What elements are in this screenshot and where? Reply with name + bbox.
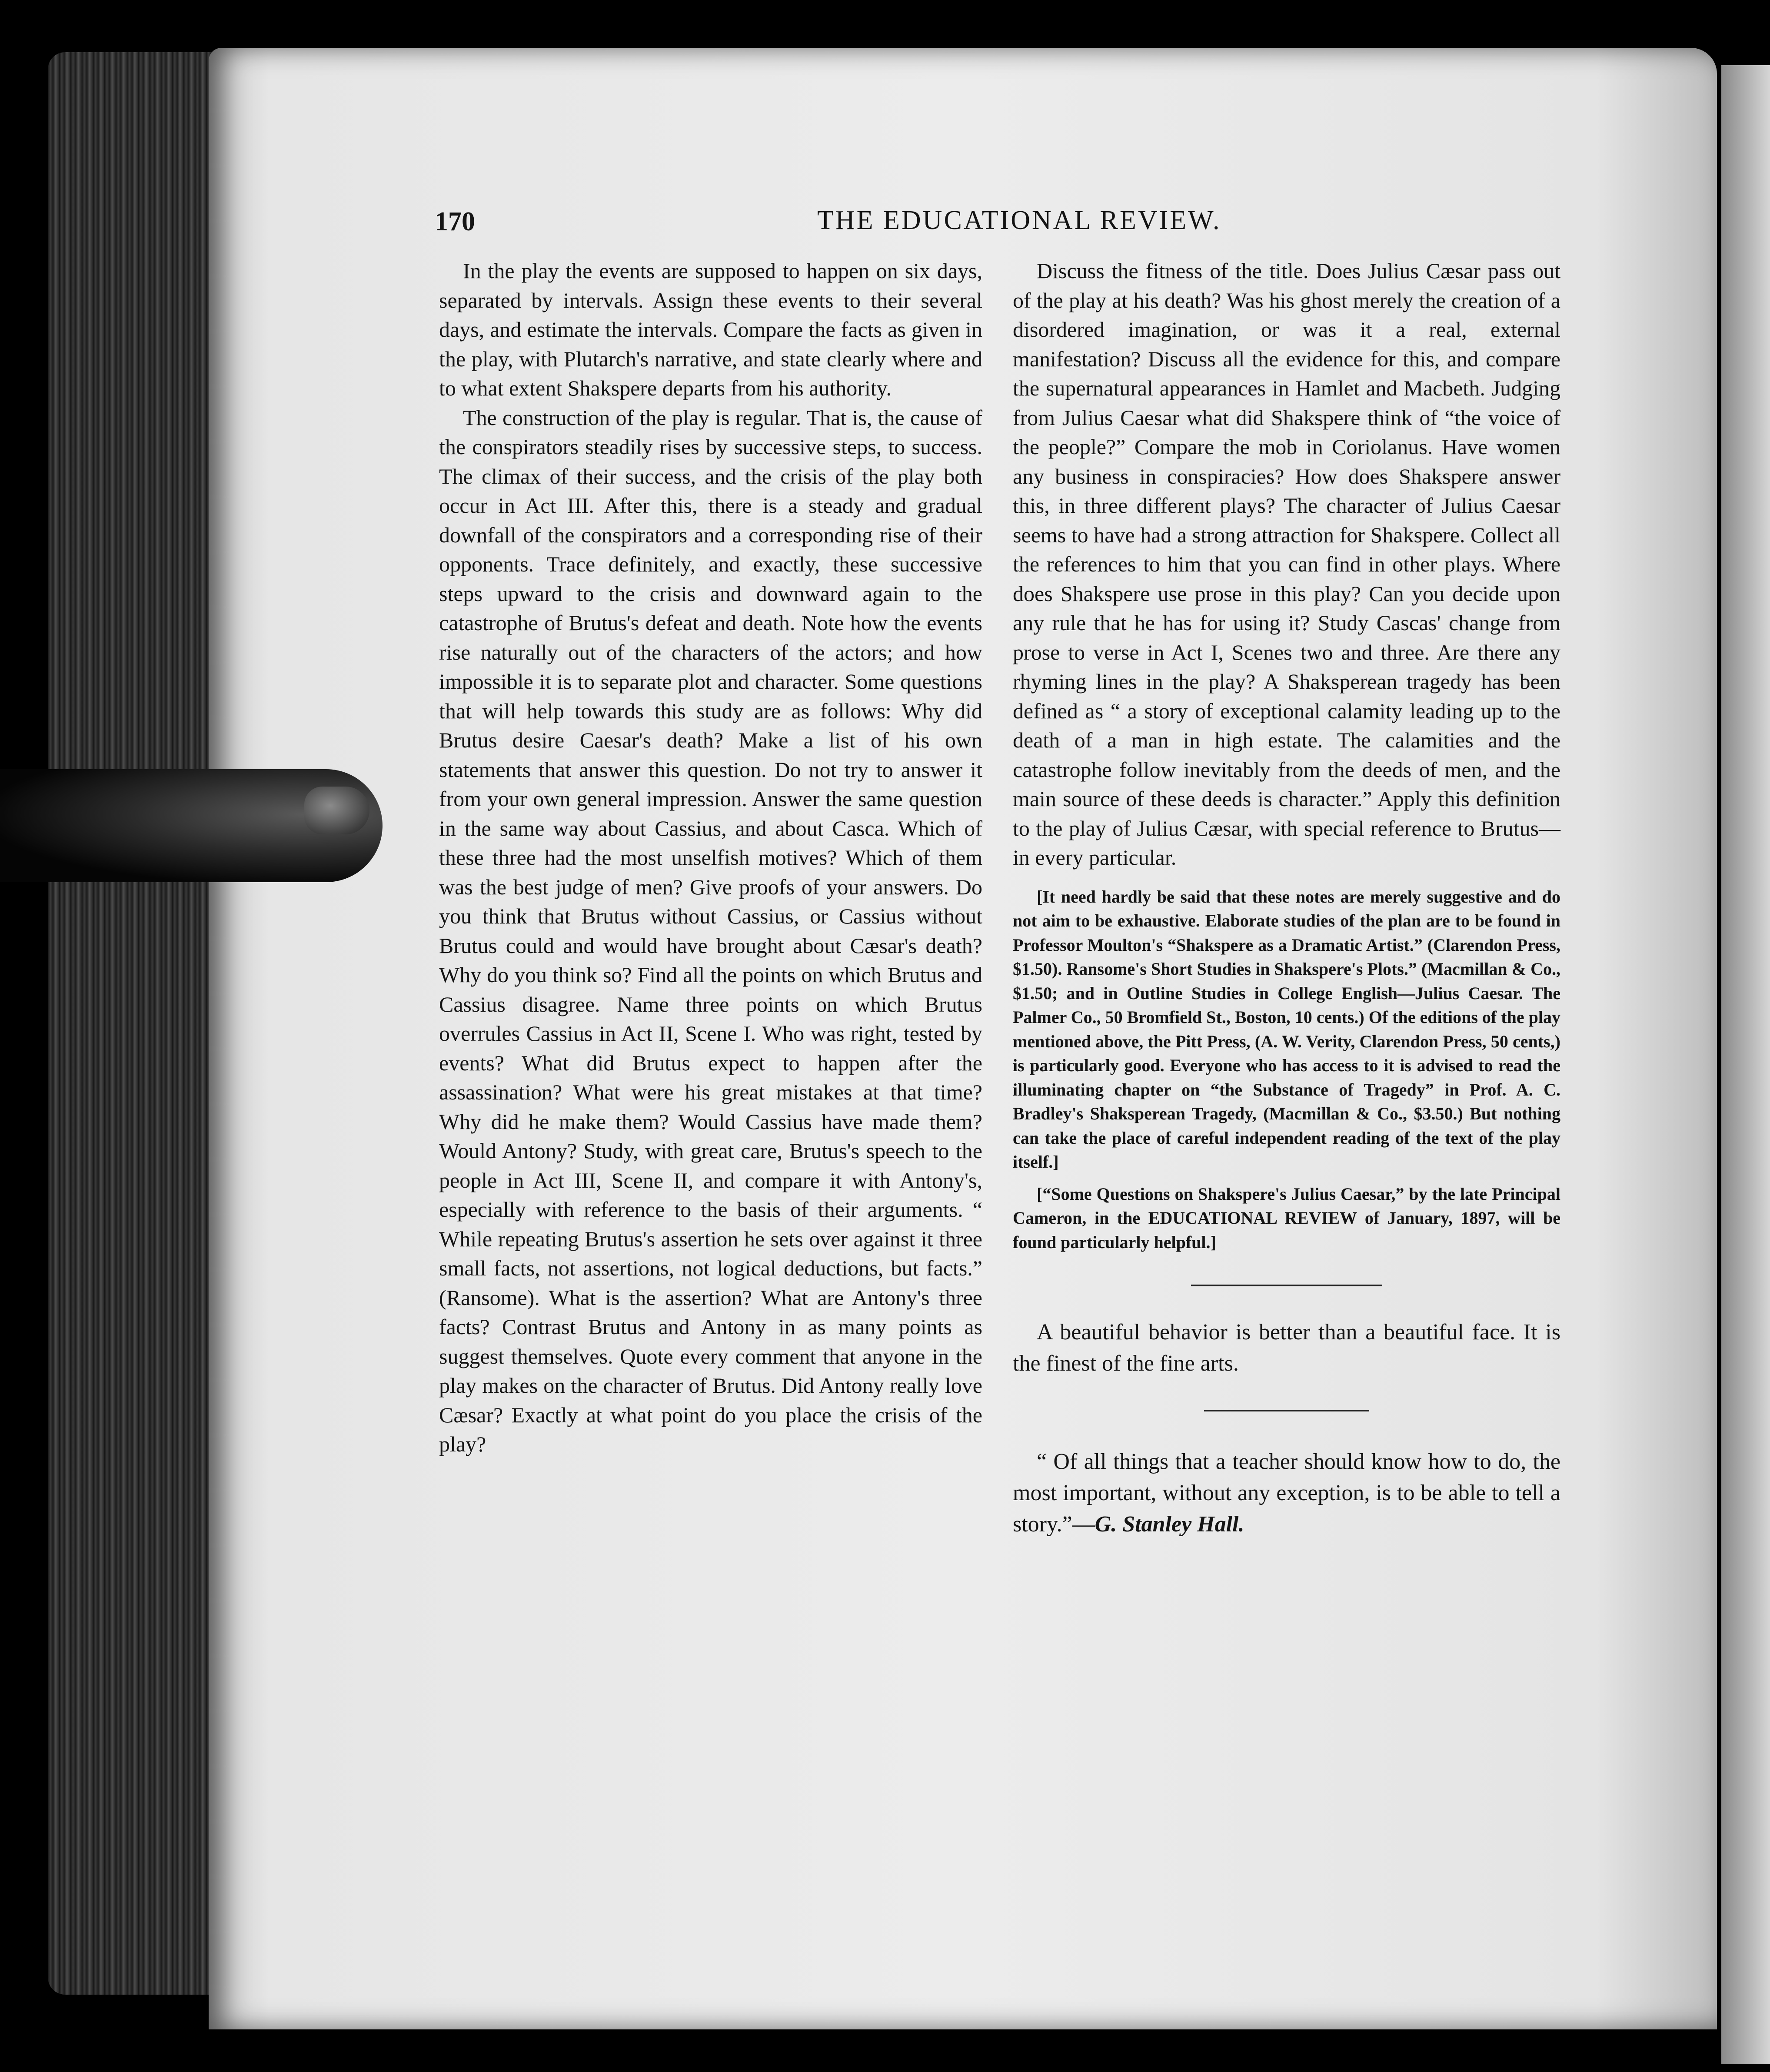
thumbnail-highlight: [304, 787, 369, 834]
quote-text: “ Of all things that a teacher should know how to do, the most important, without any exception, is to be able to tell a story.”—: [1013, 1449, 1560, 1537]
right-paragraph: Discuss the fitness of the title. Does Julius Cæsar pass out of the play at his death? Was his ghost merely the creation of a disordered imagination, or was it a real, external manifestation? Discuss all the evidence for this, and compare the supernatural appearances in Hamlet and Macbeth. Judging from Julius Caesar what did Shakspere think of “the voice of the people?” Compare the mob in Coriolanus. Have women any business in conspiracies? How does Shakspere answer this, in three different plays? The character of Julius Caesar seems to have had a strong attraction for Shakspere. Collect all the references to him that you can find in other plays. Where does Shakspere use prose in this play? Can you decide upon any rule that he has for using it? Study Cascas' change from prose to verse in Act I, Scenes two and three. Are there any rhyming lines in the play? A Shaksperean tragedy has been defined as “ a story of exceptional calamity leading up to the death of a man in high estate. The calamities and the catastrophe follow inevitably from the deeds of men, and the main source of these deeds is character.” Apply this definition to the play of Julius Cæsar, with special reference to Brutus—in every particular.: [1013, 259, 1560, 870]
right-column: [1013, 256, 1560, 1540]
running-head: THE EDUCATIONAL REVIEW.: [817, 206, 1221, 235]
section-divider: [1191, 1285, 1382, 1286]
left-column: [439, 256, 982, 1459]
quote-stanley-hall: [1013, 1446, 1560, 1540]
left-paragraph-2: The construction of the play is regular. That is, the cause of the conspirators steadily rises by successive steps, to success. The climax of their success, and the crisis of the play both occur in Act III. After this, there is a steady and gradual downfall of the conspirators and a corresponding rise of their opponents. Trace definitely, and exactly, these successive steps upward to the crisis and downward again to the catastrophe of Brutus's defeat and death. Note how the events rise naturally out of the characters of the actors; and how impossible it is to separate plot and character. Some questions that will help towards this study are as follows: Why did Brutus desire Caesar's death? Make a list of his own statements that answer this question. Do not try to answer it from your own general impression. Answer the same question in the same way about Cassius, and about Casca. Which of these three had the most unselfish motives? Which of them was the best judge of men? Give proofs of your answers. Do you think that Brutus without Cassius, or Cassius without Brutus could and would have brought about Cæsar's death? Why do you think so? Find all the points on which Brutus and Cassius disagree. Name three points on which Brutus overrules Cassius in Act II, Scene I. Who was right, tested by events? What did Brutus expect to happen after the assassination? What were his great mistakes at that time? Why did he make them? Would Cassius have made them? Would Antony? Study, with great care, Brutus's speech to the people in Act III, Scene II, and compare it with Antony's, especially with reference to the basis of their arguments. “ While repeating Brutus's assertion he sets over against it three small facts, not assertions, not logical deductions, but facts.” (Ransome). What is the assertion? What are Antony's three facts? Contrast Brutus and Antony in as many points as suggest themselves. Quote every comment that anyone in the play makes on the character of Brutus. Did Antony really love Cæsar? Exactly at what point do you place the crisis of the play?: [439, 405, 982, 1456]
quote-author: G. Stanley Hall.: [1095, 1512, 1244, 1537]
bibliography-note: [It need hardly be said that these notes are merely suggestive and do not aim to be exhaustive. Elaborate studies of the plan are to be found in Professor Moulton's “Shakspere as a Dramatic Artist.” (Clarendon Press, $1.50). Ransome's Short Studies in Shakspere's Plots.” (Macmillan & Co., $1.50; and in Outline Studies in College English—Julius Caesar. The Palmer Co., 50 Bromfield St., Boston, 10 cents.) Of the editions of the play mentioned above, the Pitt Press, (A. W. Verity, Clarendon Press, 50 cents,) is particularly good. Everyone who has access to it is advised to read the illuminating chapter on “the Substance of Tragedy” in Prof. A. C. Bradley's Shaksperean Tragedy, (Macmillan & Co., $3.50.) But nothing can take the place of careful independent reading of the text of the play itself.]: [1013, 887, 1560, 1172]
quote-beautiful-behavior: A beautiful behavior is better than a beautiful face. It is the finest of the fine arts.: [1013, 1320, 1560, 1376]
page-number: 170: [435, 207, 475, 236]
reference-note: [“Some Questions on Shakspere's Julius Caesar,” by the late Principal Cameron, in the EDUCATIONAL REVIEW of January, 1897, will be found particularly helpful.]: [1013, 1184, 1560, 1252]
left-paragraph-1: In the play the events are supposed to happen on six days, separated by intervals. Assign these events to their several days, and estimate the intervals. Compare the facts as given in the play, with Plutarch's narrative, and state clearly where and to what extent Shakspere departs from his authority.: [439, 259, 982, 400]
page-edges: [48, 52, 230, 1995]
facing-page-edge: [1721, 65, 1770, 2064]
section-divider-2: [1204, 1410, 1369, 1411]
